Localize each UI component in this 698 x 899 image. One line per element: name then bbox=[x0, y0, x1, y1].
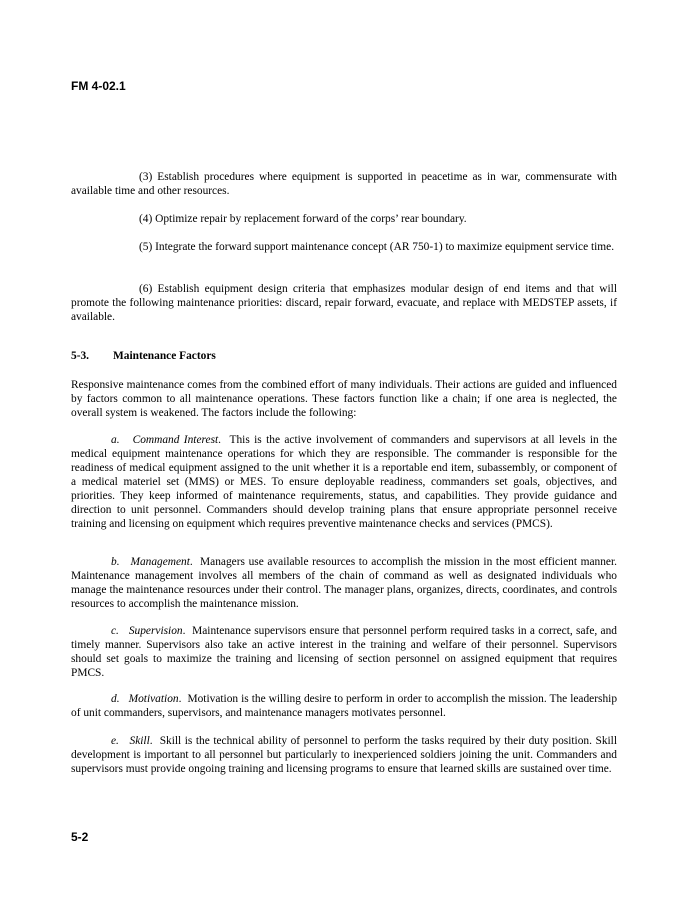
factor-text: This is the active involvement of commanders and supervisors at all levels in the medical equipment maintenance operations for which they are responsible. The commander is responsible for the readiness of medical equipment assigned to the unit whether it is a reportable end item, subassembly, or component of a medical materiel set (MMS) or MES. To ensure deployable readiness, commanders set goals, objectives, and priorities. They keep informed of maintenance requirements, status, and capabilities. They provide guidance and direction to unit personnel. Commanders should develop training plans that ensure appropriate personnel receive training and licensing on equipment which requires preventive maintenance checks and services (PMCS). bbox=[71, 434, 617, 530]
factor-letter: a. bbox=[111, 434, 120, 446]
factor-text: Maintenance supervisors ensure that personnel perform required tasks in a correct, safe, and timely manner. Supervisors also take an active interest in the training and welfare of their personnel. Supervisors should set goals to maximize the training and licensing of section personnel on assigned equipment that requires PMCS. bbox=[71, 625, 617, 679]
paragraph-4: (4) Optimize repair by replacement forward of the corps’ rear boundary. bbox=[139, 213, 467, 225]
factor-text: Managers use available resources to accomplish the mission in the most efficient manner. Maintenance management involves all members of the chain of command as well as designated individuals who manage the maintenance resources under their control. The manager plans, organizes, directs, coordinates, and controls resources to accomplish the maintenance mission. bbox=[71, 556, 617, 610]
factor-label: Supervision bbox=[128, 625, 183, 637]
paragraph-6: (6) Establish equipment design criteria that emphasizes modular design of end items and that will promote the following maintenance priorities: discard, repair forward, evacuate, and replace with MEDSTEP assets, if available. bbox=[71, 283, 617, 323]
section-number: 5-3. bbox=[71, 350, 90, 362]
factor-label: Skill bbox=[129, 735, 150, 747]
factor-label: Motivation bbox=[128, 693, 179, 705]
factor-b: b. Management. Managers use available resources to accomplish the mission in the most efficient manner. Maintenance management involves all members of the chain of command as well as designated individuals who manage the maintenance resources under their control. The manager plans, organizes, directs, coordinates, and controls resources to accomplish the maintenance mission. bbox=[71, 556, 617, 610]
section-heading bbox=[71, 349, 617, 363]
factor-e: e. Skill. Skill is the technical ability of personnel to perform the tasks required by their duty position. Skill development is important to all personnel but particularly to inexperienced soldiers joining the unit. Commanders and supervisors must provide ongoing training and licensing programs to ensure that learned skills are sustained over time. bbox=[71, 735, 618, 775]
paragraph-3: (3) Establish procedures where equipment is supported in peacetime as in war, commensurate with available time and other resources. bbox=[71, 171, 617, 197]
factor-letter: d. bbox=[111, 693, 120, 705]
factor-text: Skill is the technical ability of personnel to perform the tasks required by their duty position. Skill development is important to all personnel but particularly to inexperienced soldiers joining the unit. Commanders and supervisors must provide ongoing training and licensing programs to ensure that learned skills are sustained over time. bbox=[71, 735, 618, 775]
factor-letter: b. bbox=[111, 556, 120, 568]
factor-d: d. Motivation. Motivation is the willing desire to perform in order to accomplish the mission. The leadership of unit commanders, supervisors, and maintenance managers motivates personnel. bbox=[71, 693, 618, 719]
factor-a: a. Command Interest. This is the active involvement of commanders and supervisors at all levels in the medical equipment maintenance operations for which they are responsible. The commander is responsible for the readiness of medical equipment assigned to the unit whether it is a reportable end item, subassembly, or component of a medical materiel set (MMS) or MES. To ensure deployable readiness, commanders set goals, objectives, and priorities. They keep informed of maintenance requirements, status, and capabilities. They provide guidance and direction to unit personnel. Commanders should develop training plans that ensure appropriate personnel receive training and licensing on equipment which requires preventive maintenance checks and services (PMCS). bbox=[71, 434, 617, 530]
factor-label: Command Interest bbox=[132, 434, 219, 446]
factor-letter: e. bbox=[111, 735, 119, 747]
section-title: Maintenance Factors bbox=[113, 350, 216, 362]
section-intro: Responsive maintenance comes from the combined effort of many individuals. Their actions are guided and influenced by factors common to all maintenance operations. These factors function like a chain; if one area is neglected, the overall system is weakened. The factors include the following: bbox=[71, 379, 617, 419]
document-id-header: FM 4-02.1 bbox=[71, 79, 126, 93]
factor-letter: c. bbox=[111, 625, 119, 637]
factor-text: Motivation is the willing desire to perform in order to accomplish the mission. The leadership of unit commanders, supervisors, and maintenance managers motivates personnel. bbox=[71, 693, 618, 719]
factor-c: c. Supervision. Maintenance supervisors ensure that personnel perform required tasks in a correct, safe, and timely manner. Supervisors also take an active interest in the training and welfare of their personnel. Supervisors should set goals to maximize the training and licensing of section personnel on assigned equipment that requires PMCS. bbox=[71, 625, 617, 679]
paragraph-5: (5) Integrate the forward support maintenance concept (AR 750-1) to maximize equipment service time. bbox=[139, 241, 615, 253]
page-number-footer: 5-2 bbox=[71, 830, 89, 844]
factor-label: Management bbox=[130, 556, 190, 568]
